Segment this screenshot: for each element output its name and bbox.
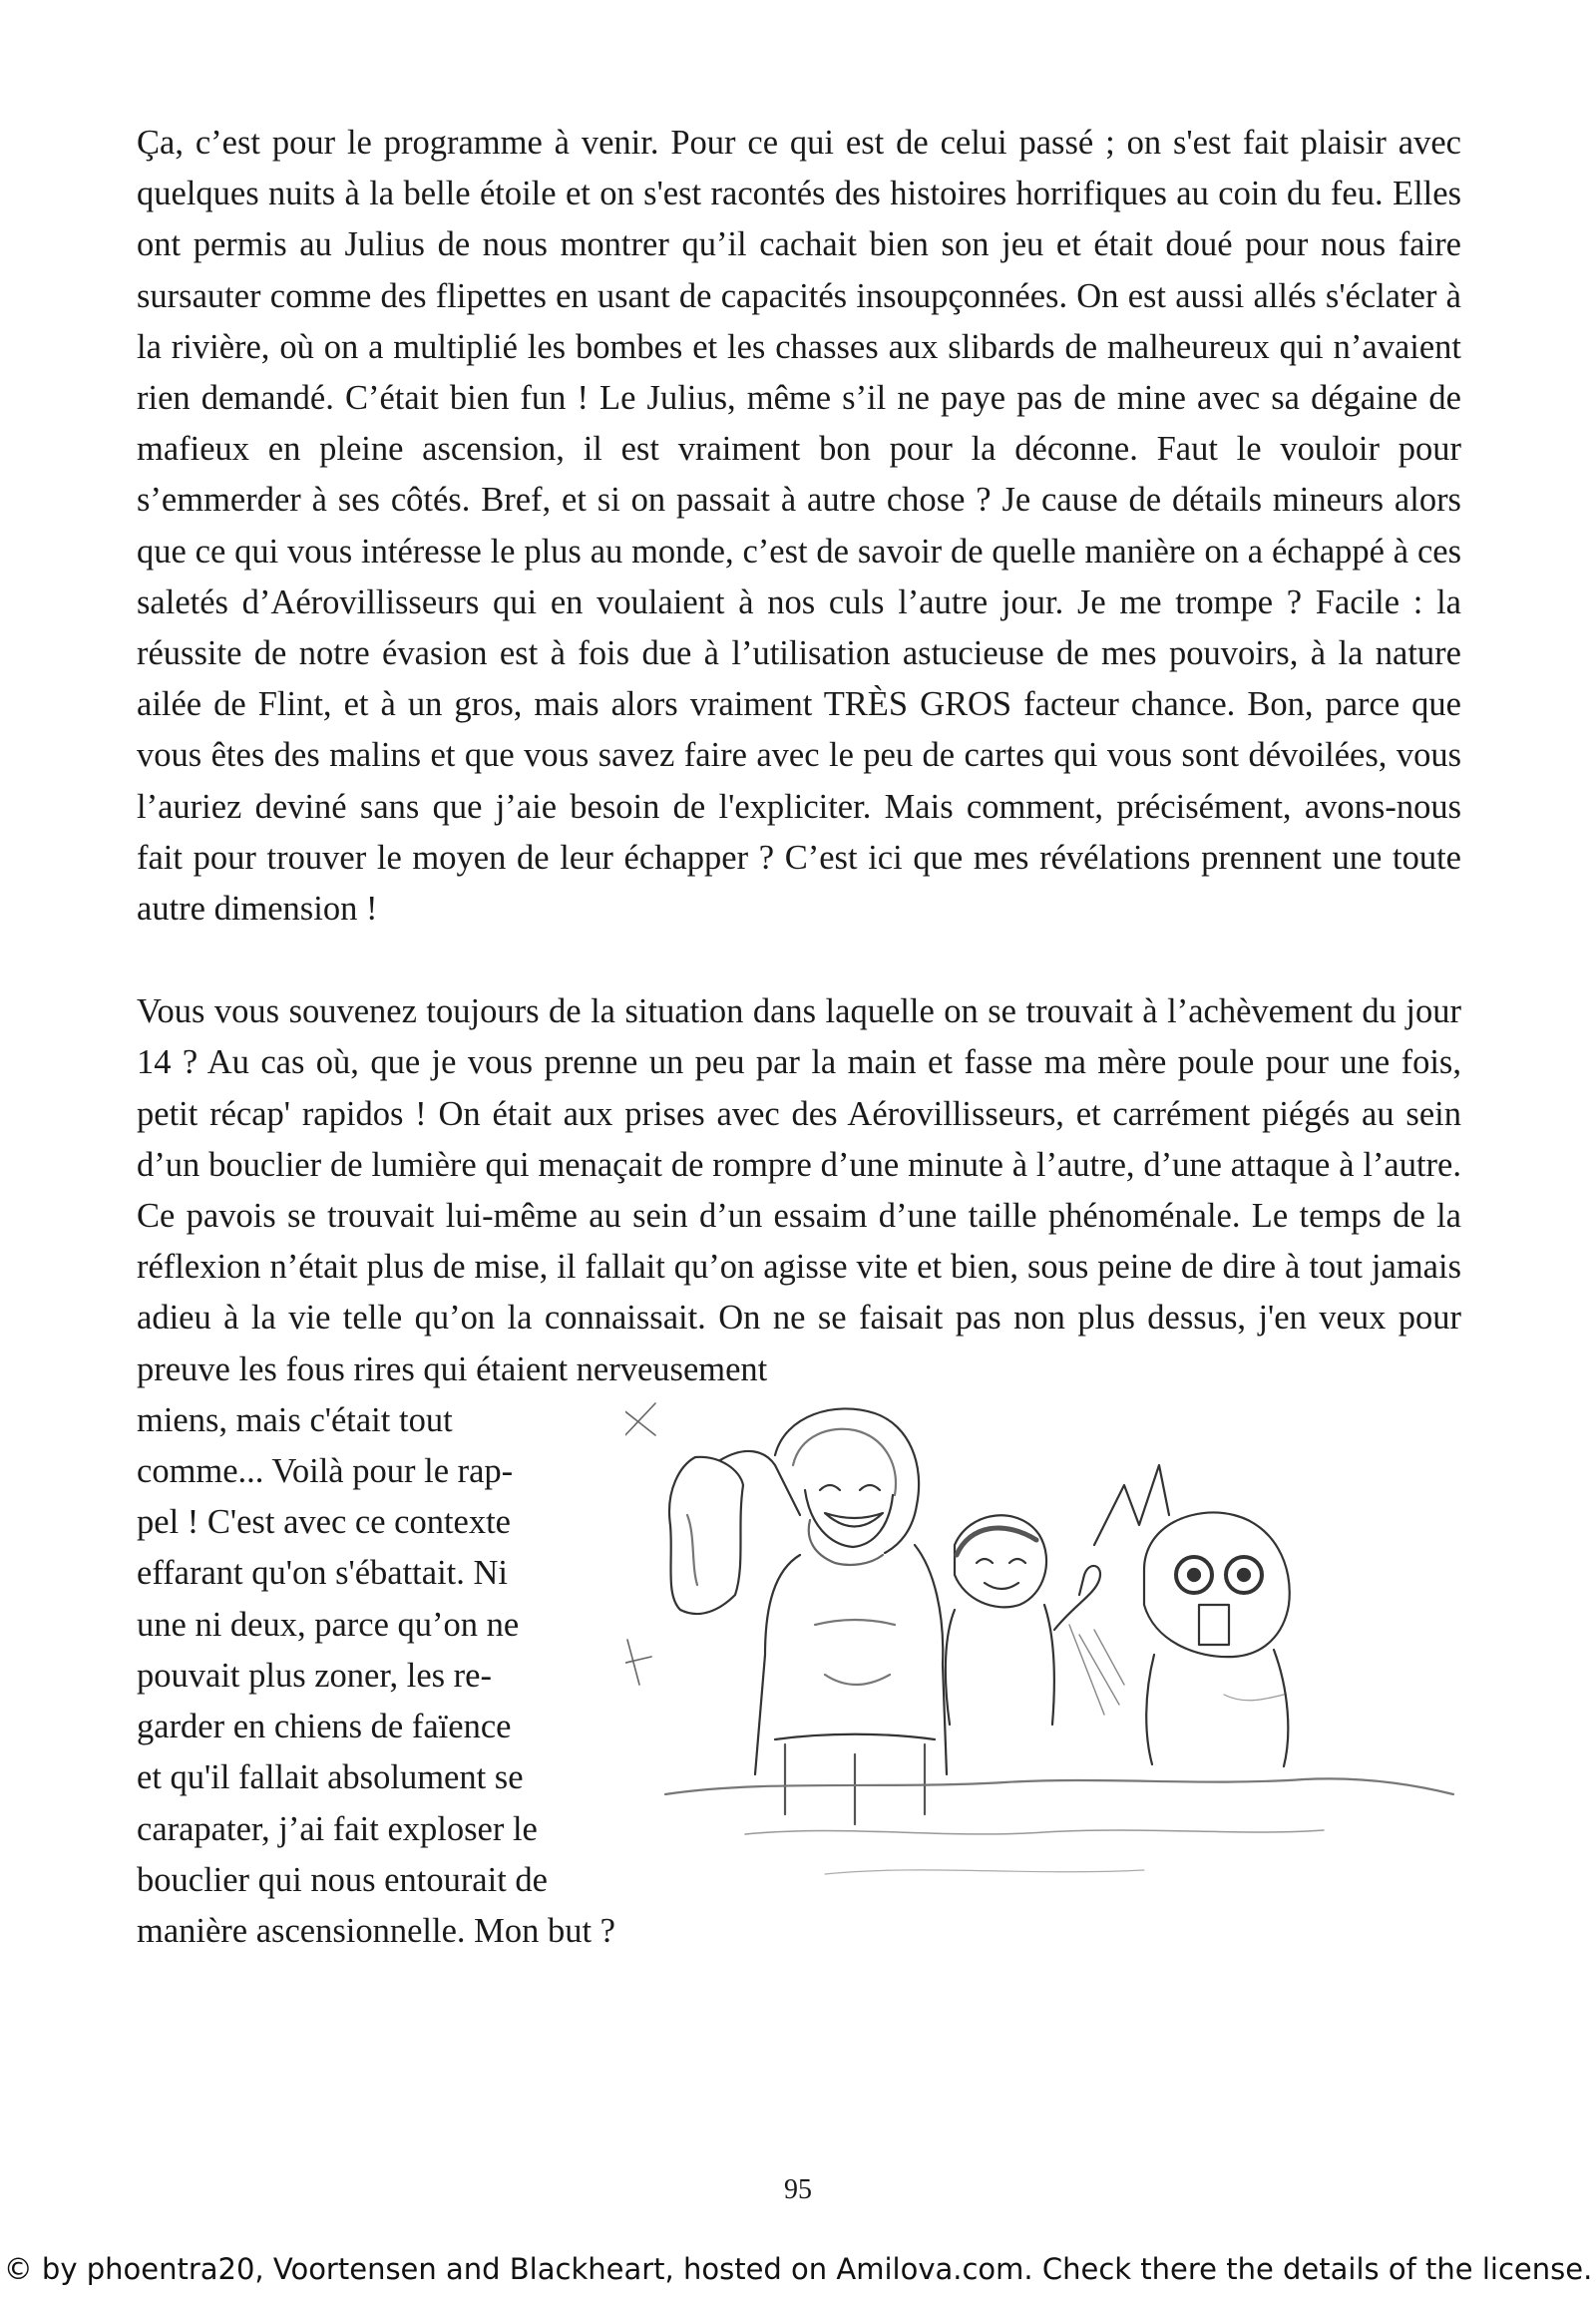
wrap-line: carapater, j’ai fait exploser le	[137, 1809, 538, 1848]
page-number: 95	[784, 2174, 812, 2205]
page-body	[137, 118, 1461, 1954]
wrap-line: pouvait plus zoner, les re-	[137, 1656, 492, 1695]
paragraph-1: Ça, c’est pour le programme à venir. Pour ce qui est de celui passé ; on s'est fait plaisir avec quelques nuits à la belle étoile et on s'est racontés des histoires horrifiques au coin du feu. Elles ont permis au Julius de nous montrer qu’il cachait bien son jeu et était doué pour nous faire sursauter comme des flipettes en usant de capacités insoupçonnées. On est aussi allés s'éclater à la rivière, où on a multiplié les bombes et les chasses aux slibards de malheureux qui n’avaient rien demandé. C’était bien fun ! Le Julius, même s’il ne paye pas de mine avec sa dégaine de mafieux en pleine ascension, il est vraiment bon pour la déconne. Faut le vouloir pour s’emmerder à ses côtés. Bref, et si on passait à autre chose ? Je cause de détails mineurs alors que ce qui vous intéresse le plus au monde, c’est de savoir de quelle manière on a échappé à ces saletés d’Aérovillisseurs qui en voulaient à nos culs l’autre jour. Je me trompe ? Facile : la réussite de notre évasion est à fois due à l’utilisation astucieuse de mes pouvoirs, à la nature ailée de Flint, et à un gros, mais alors vraiment TRÈS GROS facteur chance. Bon, parce que vous êtes des malins et que vous savez faire avec le peu de cartes qui vous sont dévoilées, vous l’auriez deviné sans que j’aie besoin de l'expliciter. Mais comment, précisément, avons-nous fait pour trouver le moyen de leur échapper ? C’est ici que mes révélations prennent une toute autre dimension !	[137, 124, 1461, 929]
wrap-line: bouclier qui nous entourait de	[137, 1860, 548, 1899]
wrap-line: effarant qu'on s'ébattait. Ni	[137, 1554, 509, 1593]
wrap-line: garder en chiens de faïence	[137, 1708, 512, 1746]
wrapped-paragraph	[137, 1395, 695, 1957]
paragraph-2: Vous vous souvenez toujours de la situation dans laquelle on se trouvait à l’achèvement du jour 14 ? Au cas où, que je vous prenne un peu par la main et fasse ma mère poule pour une fois, petit récap' rapidos ! On était aux prises avec des Aérovillisseurs, et carrément piégés au sein d’un bouclier de lumière qui menaçait de rompre d’une minute à l’autre, d’une attaque à l’autre. Ce pavois se trouvait lui-même au sein d’un essaim d’une taille phénoménale. Le temps de la réflexion n’était plus de mise, il fallait qu’on agisse vite et bien, sous peine de dire à tout jamais adieu à la vie telle qu’on la connaissait. On ne se faisait pas non plus dessus, j'en veux pour preuve les fous rires qui étaient nerveusement	[137, 992, 1461, 1388]
wrapped-text-section	[137, 1395, 1461, 1954]
wrap-line: manière ascensionnelle. Mon but ?	[137, 1911, 615, 1950]
wrap-line: comme... Voilà pour le rap-	[137, 1452, 514, 1491]
river-sketch-illustration	[625, 1395, 1463, 1914]
wrap-line: et qu'il fallait absolument se	[137, 1758, 524, 1797]
copyright-footer: © by phoentra20, Voortensen and Blackheart, hosted on Amilova.com. Check there the details of the license.	[3, 2252, 1593, 2286]
wrap-line: une ni deux, parce qu’on ne	[137, 1605, 520, 1644]
wrap-line: miens, mais c'était tout	[137, 1400, 453, 1439]
wrap-line: pel ! C'est avec ce contexte	[137, 1503, 511, 1542]
